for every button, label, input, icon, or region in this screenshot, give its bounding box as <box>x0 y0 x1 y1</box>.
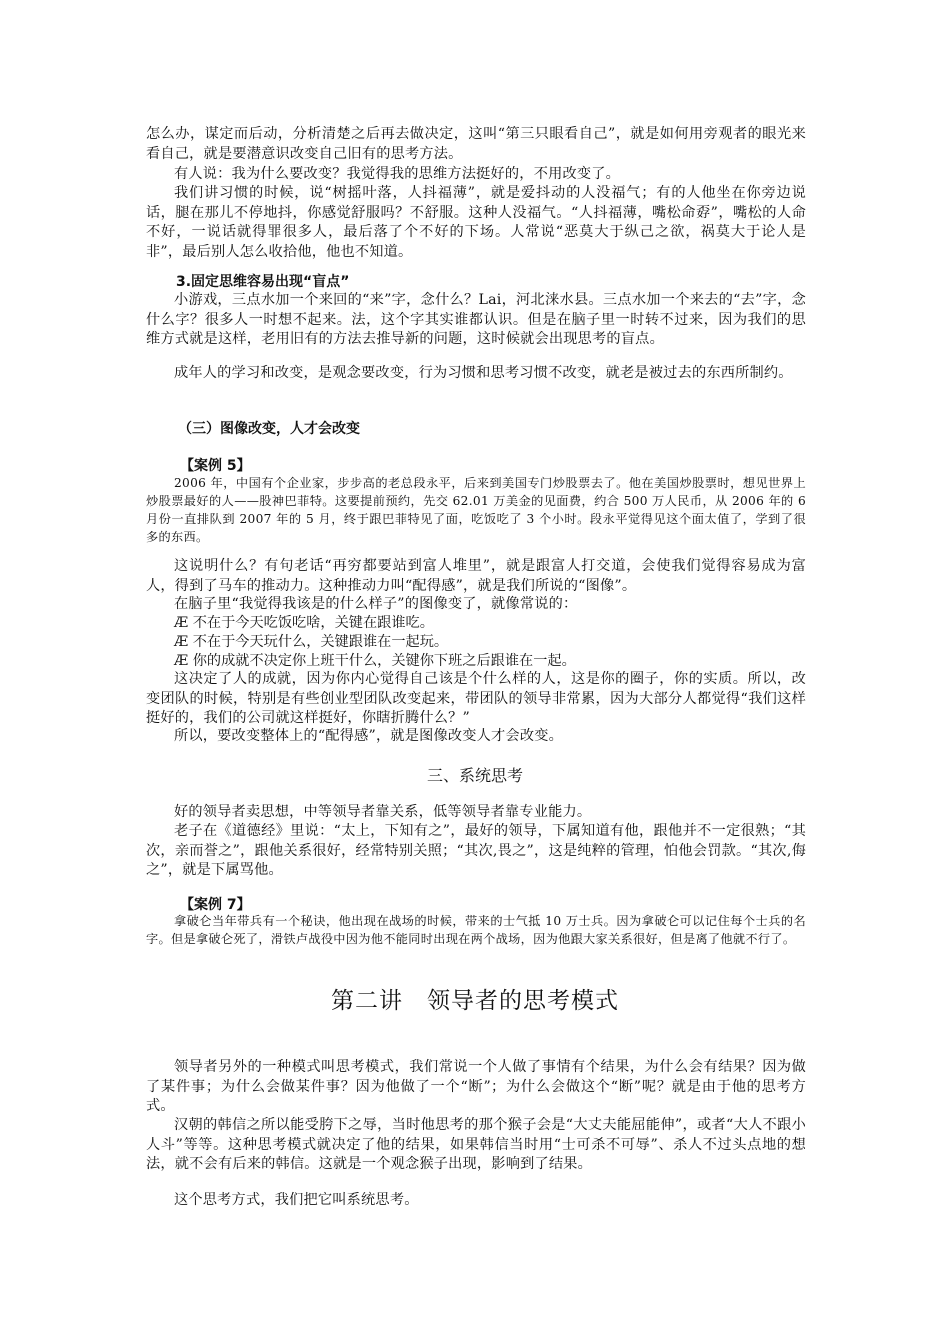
paragraph-habits: 我们讲习惯的时候，说“树摇叶落，人抖福薄”，就是爱抖动的人没福气；有的人他坐在你旁边说话，腿在那儿不停地抖，你感觉舒服吗？不舒服。这种人没福气。“人抖福薄，嘴松命孬”，嘴松的人命不好，一说话就得罪很多人，最后落了个不好的下场。人常说“恶莫大于纵己之欲，祸莫大于论人是非”，最后别人怎么收拾他，他也不知道。 <box>146 185 806 260</box>
section-heading-systems-thinking: 三、系统思考 <box>426 766 523 785</box>
paragraph-why-change: 有人说：我为什么要改变？我觉得我的思维方法挺好的，不用改变了。 <box>174 166 621 182</box>
paragraph-laozi: 老子在《道德经》里说：“太上，下知有之”，最好的领导，下属知道有他，跟他并不一定很熟；“其次，亲而誉之”，跟他关系很好，经常特别关照；“其次,畏之”，这是纯粹的管理，怕他会罚款。“其次,侮之”，就是下属骂他。 <box>146 823 806 879</box>
paragraph-achievement: 这决定了人的成就，因为你内心觉得自己该是个什么样的人，这是你的圈子，你的实质。所以，改变团队的时候，特别是有些创业型团队改变起来，带团队的领导非常累，因为大部分人都觉得“我们这样挺好的，我们的公司就这样挺好，你瞎折腾什么？” <box>146 671 806 727</box>
paragraph-adult-learning: 成年人的学习和改变，是观念要改变，行为习惯和思考习惯不改变，就老是被过去的东西所制约。 <box>174 365 793 381</box>
heading-blind-spot: 3.固定思维容易出现“盲点” <box>176 274 350 290</box>
paragraph-systems-thinking: 这个思考方式，我们把它叫系统思考。 <box>174 1192 419 1208</box>
paragraph-mini-game: 小游戏，三点水加一个来回的“来”字，念什么？Lai，河北涞水县。三点水加一个来去的“去”字，念什么字？很多人一时想不起来。法，这个字其实谁都认识。但是在脑子里一时转不过来，因为我们的思维方式就是这样，老用旧有的方法去推导新的问题，这时候就会出现思考的盲点。 <box>146 292 806 348</box>
lecture-title: 第二讲 领导者的思考模式 <box>331 988 619 1014</box>
case7-title: 【案例 7】 <box>180 897 251 913</box>
bullet-play: Æ 不在于今天玩什么，关键跟谁在一起玩。 <box>174 634 449 650</box>
bullet-after-work: Æ 你的成就不决定你上班干什么，关键你下班之后跟谁在一起。 <box>174 653 576 669</box>
paragraph-worthiness: 所以，要改变整体上的“配得感”，就是图像改变人才会改变。 <box>174 728 563 744</box>
case5-title: 【案例 5】 <box>180 458 251 474</box>
paragraph-rich-crowd: 这说明什么？有句老话“再穷都要站到富人堆里”，就是跟富人打交道，会使我们觉得容易成为富人，得到了马车的推动力。这种推动力叫“配得感”，就是我们所说的“图像”。 <box>146 558 806 594</box>
heading-image-change: （三）图像改变，人才会改变 <box>178 421 360 437</box>
case7-text: 拿破仑当年带兵有一个秘诀，他出现在战场的时候，带来的士气抵 10 万士兵。因为拿破仑可以记住每个士兵的名字。但是拿破仑死了，滑铁卢战役中因为他不能同时出现在两个战场，因为他跟大家关系很好，但是离了他就不行了。 <box>146 914 806 946</box>
bullet-eat: Æ 不在于今天吃饭吃啥，关键在跟谁吃。 <box>174 615 434 631</box>
paragraph-han-xin: 汉朝的韩信之所以能受胯下之辱，当时他思考的那个猴子会是“大丈夫能屈能伸”，或者“大人不跟小人斗”等等。这种思考模式就决定了他的结果，如果韩信当时用“士可杀不可辱”、杀人不过头点地的想法，就不会有后来的韩信。这就是一个观念猴子出现，影响到了结果。 <box>146 1117 806 1173</box>
paragraph-third-eye: 怎么办，谋定而后动，分析清楚之后再去做决定，这叫“第三只眼看自己”，就是如何用旁观者的眼光来看自己，就是要潜意识改变自己旧有的思考方法。 <box>146 126 806 162</box>
paragraph-thinking-mode: 领导者另外的一种模式叫思考模式，我们常说一个人做了事情有个结果，为什么会有结果？因为做了某件事；为什么会做某件事？因为他做了一个“断”；为什么会做这个“断”呢？就是由于他的思考方式。 <box>146 1059 806 1115</box>
paragraph-good-leaders: 好的领导者卖思想，中等领导者靠关系，低等领导者靠专业能力。 <box>174 804 592 820</box>
paragraph-self-image: 在脑子里“我觉得我该是的什么样子”的图像变了，就像常说的： <box>174 596 578 612</box>
case5-text: 2006 年，中国有个企业家，步步高的老总段永平，后来到美国专门炒股票去了。他在美国炒股票时，想见世界上炒股票最好的人——股神巴菲特。这要提前预约，先交 62.01 万美金的见面费，约合 500 万人民币，从 2006 年的 6 月份一直排队到 2007 年的 5 月，终于跟巴菲特见了面，吃饭吃了 3 个小时。段永平觉得见这个面太值了，学到了很多的东西。 <box>146 476 806 544</box>
